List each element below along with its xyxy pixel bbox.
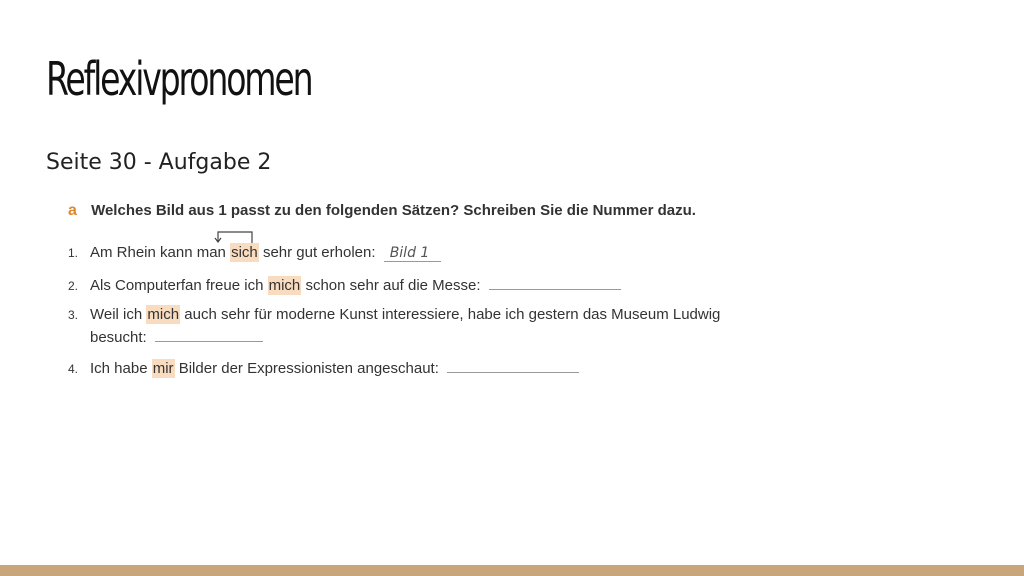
exercise-item-4 xyxy=(68,358,579,377)
item-text-after: Bilder der Expressionisten angeschaut: xyxy=(178,360,439,377)
reflexive-pronoun: mich xyxy=(147,306,180,323)
exercise-instruction: Welches Bild aus 1 passt zu den folgenden Sätzen? Schreiben Sie die Nummer dazu. xyxy=(91,202,696,219)
answer-field[interactable]: Bild 1 xyxy=(384,245,442,262)
item-text-before: Weil ich xyxy=(90,306,143,323)
answer-blank[interactable] xyxy=(447,358,579,373)
exercise-item-3-continuation xyxy=(68,327,263,346)
item-text-before: Am Rhein kann man xyxy=(90,244,226,261)
answer-blank[interactable] xyxy=(155,327,263,342)
item-text-after: auch sehr für moderne Kunst interessiere, habe ich gestern das Museum Ludwig xyxy=(184,306,721,323)
page-subtitle: Seite 30 - Aufgabe 2 xyxy=(46,150,272,175)
exercise-item-1 xyxy=(68,244,441,262)
item-number: 3. xyxy=(68,308,79,322)
exercise-letter: a xyxy=(68,202,77,219)
reflexive-pronoun: mich xyxy=(268,277,301,294)
item-number: 4. xyxy=(68,362,79,376)
answer-blank[interactable] xyxy=(489,275,621,290)
item-text-continuation: besucht: xyxy=(90,329,147,346)
exercise-instruction-row xyxy=(68,202,696,220)
item-text-after: sehr gut erholen: xyxy=(262,244,376,261)
item-text-before: Ich habe xyxy=(90,360,148,377)
exercise-item-3 xyxy=(68,306,720,323)
reflexive-pronoun: mir xyxy=(152,360,174,377)
bottom-accent-bar xyxy=(0,565,1024,576)
item-text-after: schon sehr auf die Messe: xyxy=(305,277,481,294)
item-number: 2. xyxy=(68,279,79,293)
reflexive-pronoun: sich xyxy=(231,244,258,261)
item-text-before: Als Computerfan freue ich xyxy=(90,277,264,294)
exercise-item-2 xyxy=(68,275,621,294)
item-number: 1. xyxy=(68,246,79,260)
page-title: Reflexivpronomen xyxy=(46,52,312,106)
